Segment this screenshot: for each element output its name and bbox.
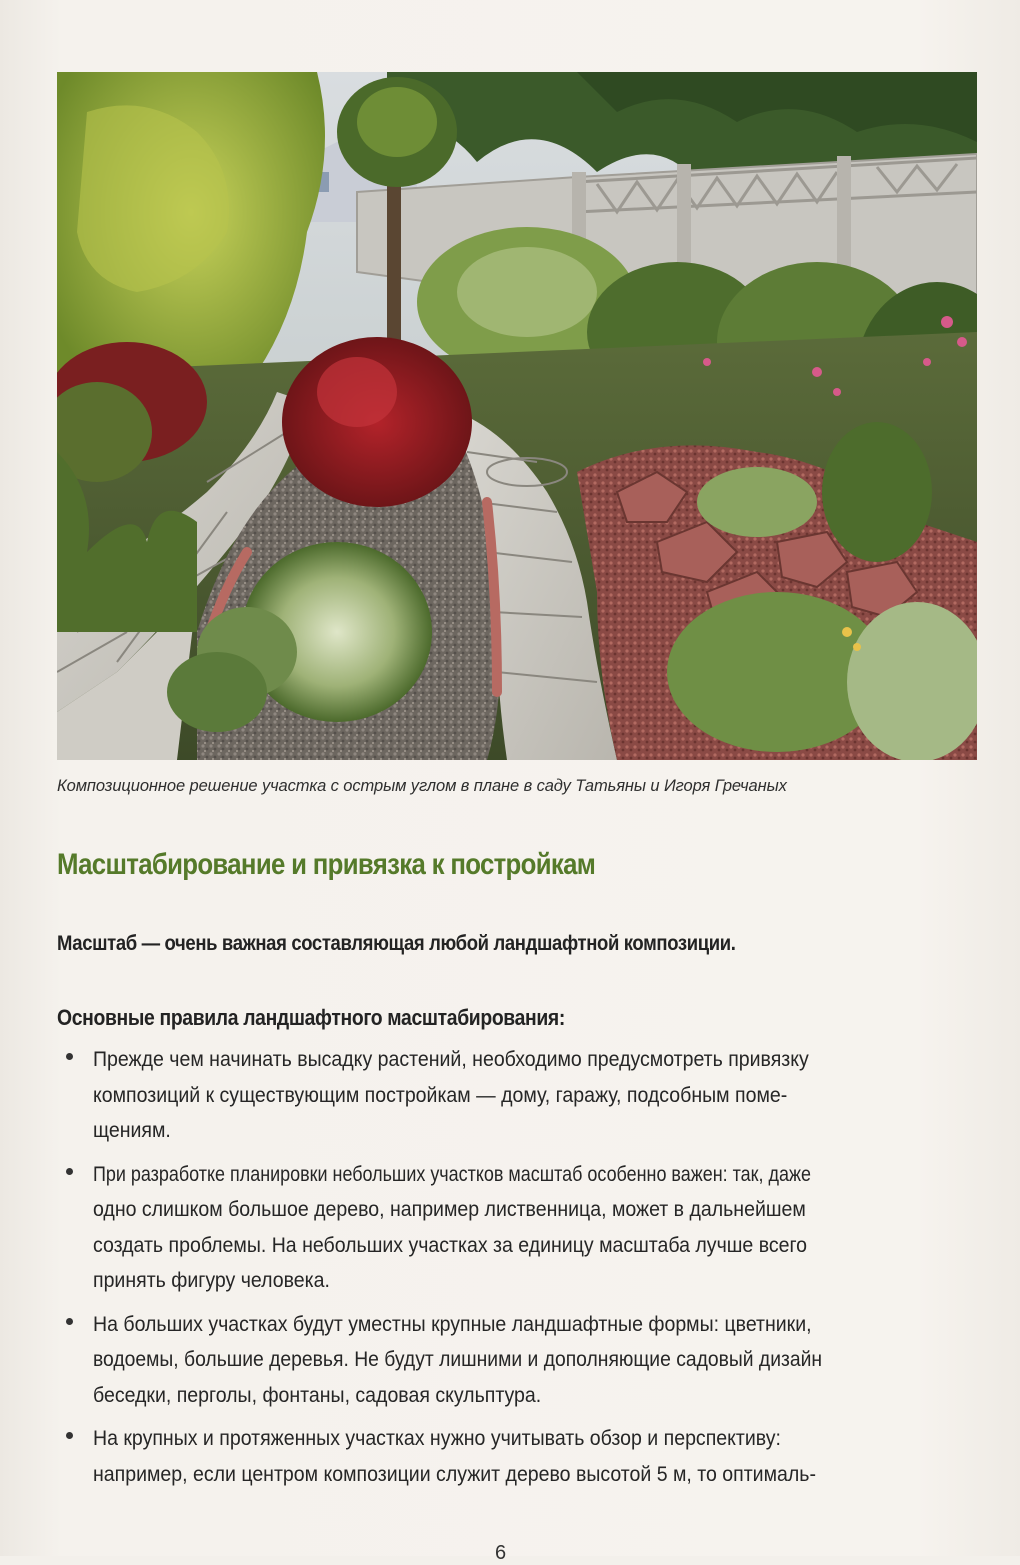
- list-line: создать проблемы. На небольших участках за единицу масштаба лучше всего: [93, 1233, 808, 1257]
- bullet-dot-icon: [66, 1318, 73, 1325]
- list-item: [60, 1042, 980, 1149]
- list-item: [60, 1421, 980, 1492]
- garden-photo: [57, 72, 977, 760]
- list-item: [60, 1307, 980, 1414]
- rules-subheading: Основные правила ландшафтного масштабирования:: [57, 1005, 565, 1030]
- bullet-dot-icon: [66, 1168, 73, 1175]
- list-line: принять фигуру человека.: [93, 1269, 330, 1292]
- list-line: водоемы, большие деревья. Не будут лишними и дополняющие садовый дизайн: [93, 1348, 823, 1371]
- list-line: На больших участках будут уместны крупные ландшафтные формы: цветники,: [93, 1312, 812, 1336]
- list-line: На крупных и протяженных участках нужно учитывать обзор и перспективу:: [93, 1427, 781, 1450]
- list-line: одно слишком большое дерево, например лиственница, может в дальнейшем: [93, 1198, 806, 1221]
- photo-caption: Композиционное решение участка с острым углом в плане в саду Татьяны и Игоря Гречаных: [57, 777, 787, 795]
- list-line: щениям.: [93, 1119, 171, 1142]
- list-line: Прежде чем начинать высадку растений, необходимо предусмотреть привязку: [93, 1048, 809, 1071]
- lead-paragraph: Масштаб — очень важная составляющая любой ландшафтной композиции.: [57, 932, 736, 955]
- section-title: Масштабирование и привязка к постройкам: [57, 848, 596, 881]
- rules-list: [60, 1042, 980, 1500]
- list-line: При разработке планировки небольших участков масштаб особенно важен: так, даже: [93, 1162, 811, 1186]
- list-line: композиций к существующим постройкам — дому, гаражу, подсобным поме-: [93, 1083, 788, 1107]
- list-line: беседки, перголы, фонтаны, садовая скульптура.: [93, 1383, 542, 1407]
- list-line: например, если центром композиции служит дерево высотой 5 м, то оптималь-: [93, 1462, 816, 1486]
- page-number: 6: [495, 1542, 507, 1564]
- bullet-dot-icon: [66, 1053, 73, 1060]
- list-item: [60, 1157, 980, 1299]
- bullet-dot-icon: [66, 1432, 73, 1439]
- garden-illustration: [57, 72, 977, 760]
